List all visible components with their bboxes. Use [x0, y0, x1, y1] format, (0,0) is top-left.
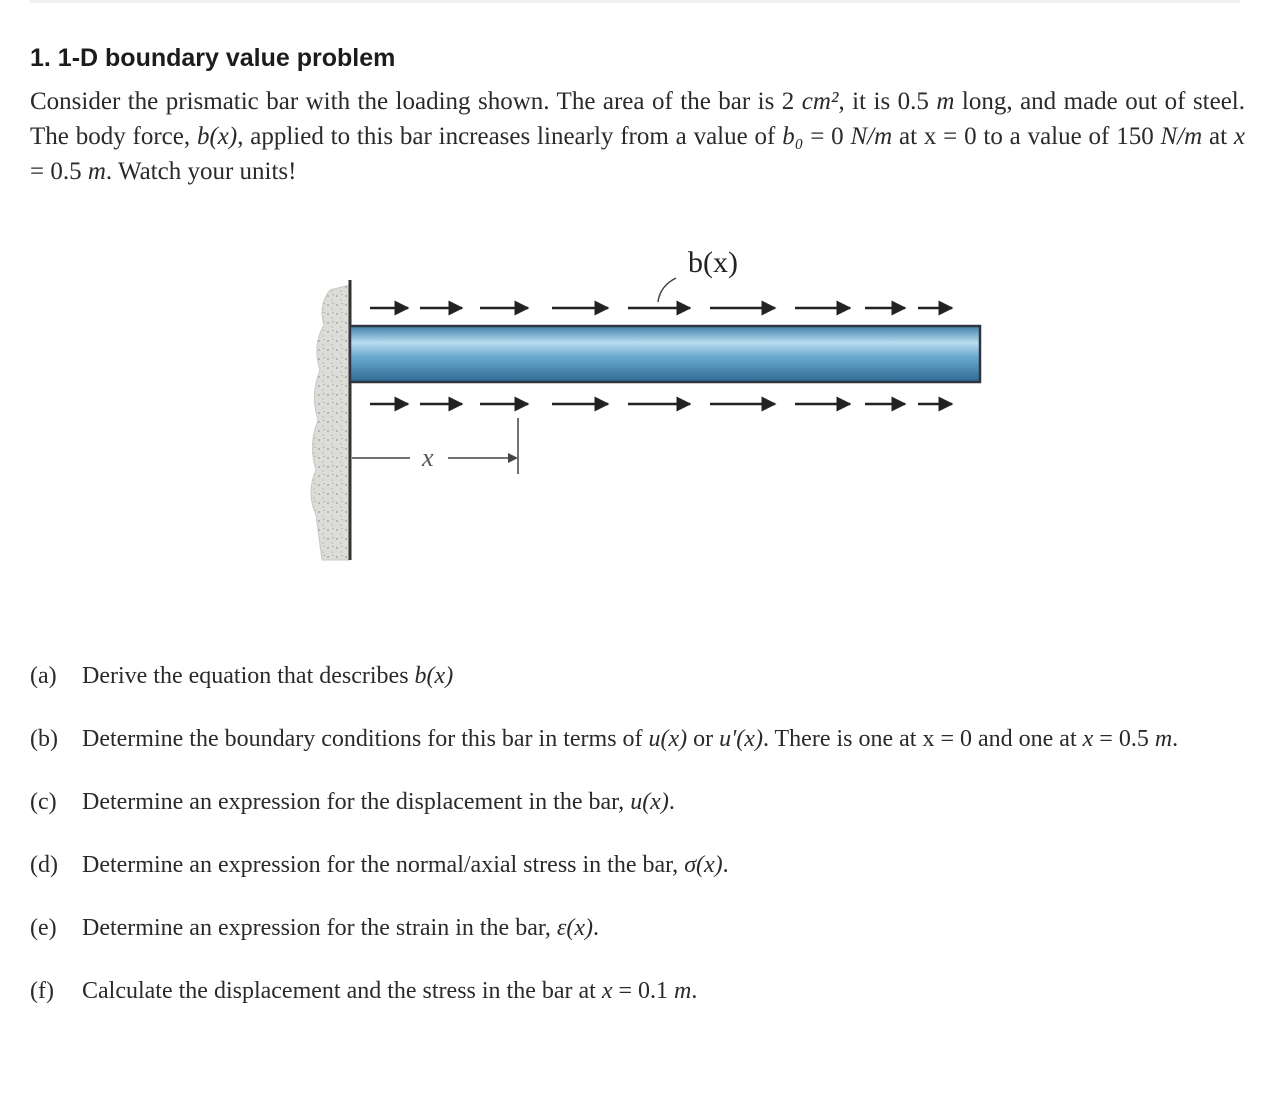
part-text: Determine the boundary conditions for this bar in terms of u(x) or u'(x). There is one at x = 0 and one at x = 0.5 m. — [82, 726, 1179, 752]
top-divider — [30, 0, 1240, 3]
part-d — [30, 849, 1250, 882]
part-text: Calculate the displacement and the stress in the bar at x = 0.1 m. — [82, 978, 698, 1004]
problem-title: 1. 1-D boundary value problem — [30, 44, 396, 72]
problem-statement: Consider the prismatic bar with the loading shown. The area of the bar is 2 cm², it is 0.5 m long, and made out of steel. The body force, b(x), applied to this bar increases linearly from a value of b₀ = 0 N/m at x = 0 to a value of 150 N/m at x = 0.5 m. Watch your units! — [30, 88, 1246, 185]
part-c — [30, 786, 1250, 819]
part-tag: (b) — [30, 726, 58, 752]
bar-diagram — [290, 230, 1010, 580]
part-f — [30, 975, 1250, 1008]
part-a — [30, 660, 1250, 693]
part-text: Determine an expression for the normal/axial stress in the bar, σ(x). — [82, 852, 729, 878]
prismatic-bar — [350, 326, 980, 382]
dimension-arrowhead — [508, 453, 518, 463]
load-label: b(x) — [688, 246, 738, 279]
part-tag: (e) — [30, 915, 57, 941]
part-text: Derive the equation that describes b(x) — [82, 663, 454, 689]
part-tag: (d) — [30, 852, 58, 878]
part-text: Determine an expression for the displacement in the bar, u(x). — [82, 789, 675, 815]
load-label-leader — [658, 278, 676, 302]
wall-support — [311, 285, 350, 560]
part-tag: (f) — [30, 978, 54, 1004]
part-tag: (a) — [30, 663, 57, 689]
part-b — [30, 723, 1250, 756]
part-text: Determine an expression for the strain in the bar, ε(x). — [82, 915, 599, 941]
part-e — [30, 912, 1250, 945]
part-tag: (c) — [30, 789, 57, 815]
position-label: x — [422, 443, 434, 472]
problem-parts — [30, 660, 1250, 1008]
bar-loading-figure — [290, 230, 1010, 580]
